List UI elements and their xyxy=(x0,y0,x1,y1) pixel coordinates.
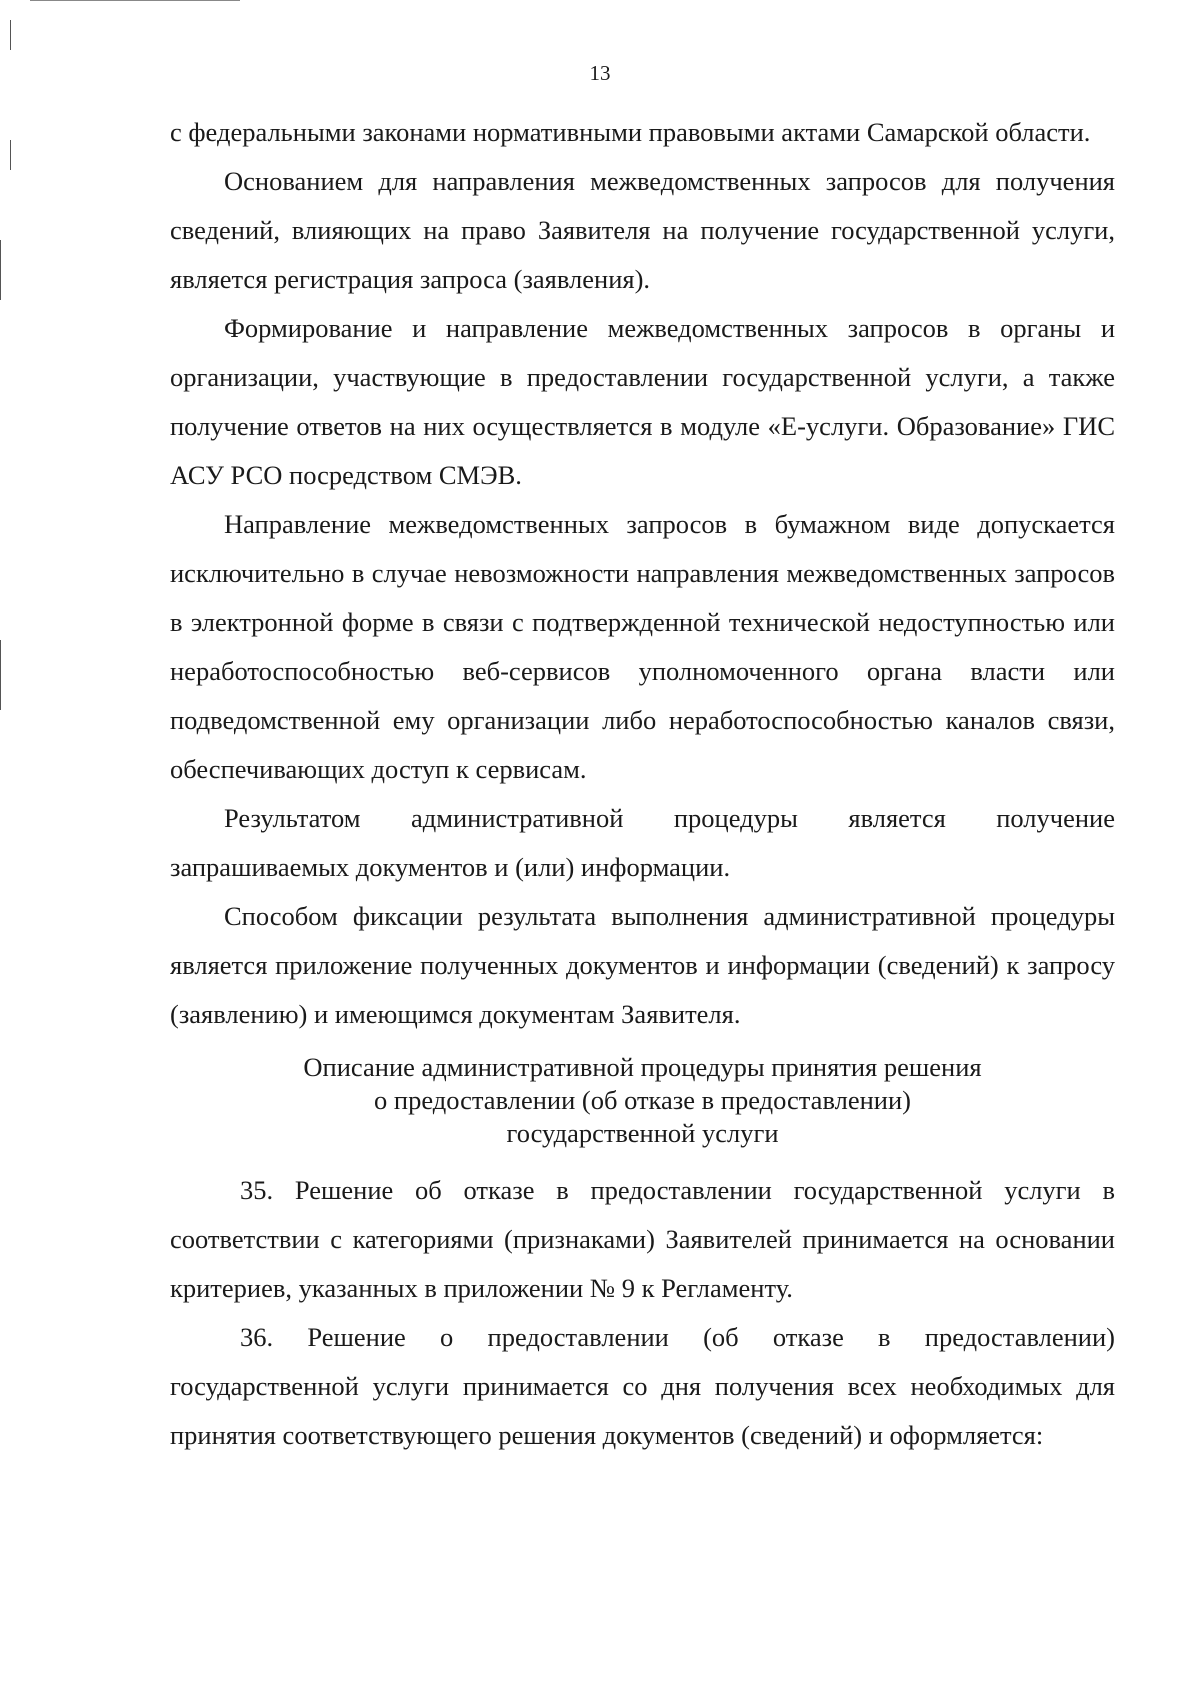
scan-margin-mark xyxy=(10,140,11,170)
page-number: 13 xyxy=(589,61,611,85)
paragraph-continuation: с федеральными законами нормативными правовыми актами Самарской области. xyxy=(170,117,1091,147)
scan-margin-mark xyxy=(0,240,1,300)
scan-margin-mark xyxy=(0,640,1,710)
scan-margin-mark xyxy=(10,20,11,50)
paragraph: Формирование и направление межведомственных запросов в органы и организации, участвующие в предоставлении государственной услуги, а также получение ответов на них осуществляется в модуле «Е-услуги. Образование» ГИС АСУ РСО посредством СМЭВ. xyxy=(170,313,1115,490)
section-heading-line: о предоставлении (об отказе в предоставлении) xyxy=(374,1085,911,1115)
paragraph: Направление межведомственных запросов в бумажном виде допускается исключительно в случае невозможности направления межведомственных запросов в электронной форме в связи с подтвержденной технической недоступностью или неработоспособностью веб-сервисов уполномоченного органа власти или подведомственной ему организации либо неработоспособностью каналов связи, обеспечивающих доступ к сервисам. xyxy=(170,509,1115,784)
section-heading xyxy=(170,1051,1115,1156)
scan-top-rule xyxy=(30,0,240,1)
section-heading-line: Описание административной процедуры принятия решения xyxy=(303,1052,982,1082)
paragraph: Основанием для направления межведомственных запросов для получения сведений, влияющих на право Заявителя на получение государственной услуги, является регистрация запроса (заявления). xyxy=(170,166,1115,294)
numbered-paragraph-36: 36. Решение о предоставлении (об отказе в предоставлении) государственной услуги принимается со дня получения всех необходимых для принятия соответствующего решения документов (сведений) и оформляется: xyxy=(170,1322,1115,1450)
section-heading-line: государственной услуги xyxy=(506,1118,779,1148)
paragraph: Способом фиксации результата выполнения административной процедуры является приложение полученных документов и информации (сведений) к запросу (заявлению) и имеющимся документам Заявителя. xyxy=(170,901,1115,1029)
document-body xyxy=(170,108,1115,1460)
paragraph: Результатом административной процедуры является получение запрашиваемых документов и (или) информации. xyxy=(170,803,1115,882)
numbered-paragraph-35: 35. Решение об отказе в предоставлении государственной услуги в соответствии с категориями (признаками) Заявителей принимается на основании критериев, указанных в приложении № 9 к Регламенту. xyxy=(170,1175,1115,1303)
